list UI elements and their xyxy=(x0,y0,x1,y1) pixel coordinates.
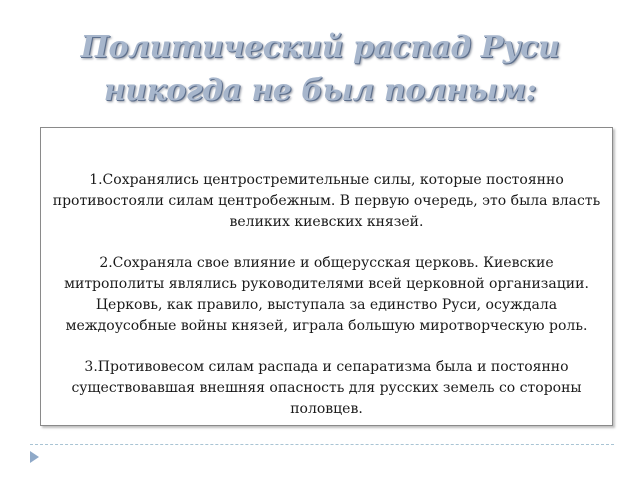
next-slide-icon[interactable] xyxy=(30,451,39,463)
content-box xyxy=(40,127,613,426)
paragraph-1: 1.Сохранялись центростремительные силы, которые постоянно противостояли силам центробежным. В первую очередь, это была власть великих киевских князей. xyxy=(52,172,601,230)
slide-title: Политический распад Руси никогда не был полным: xyxy=(80,30,560,108)
paragraph-2: 2.Сохраняла свое влияние и общерусская церковь. Киевские митрополиты являлись руководителями всей церковной организации. Церковь, как правило, выступала за единство Руси, осуждала междоусобные войны князей, играла большую миротворческую роль. xyxy=(64,255,589,334)
footer-divider xyxy=(30,444,614,445)
paragraph-3: 3.Противовесом силам распада и сепаратизма была и постоянно существовавшая внешняя опасность для русских земель со стороны половцев. xyxy=(71,359,582,417)
